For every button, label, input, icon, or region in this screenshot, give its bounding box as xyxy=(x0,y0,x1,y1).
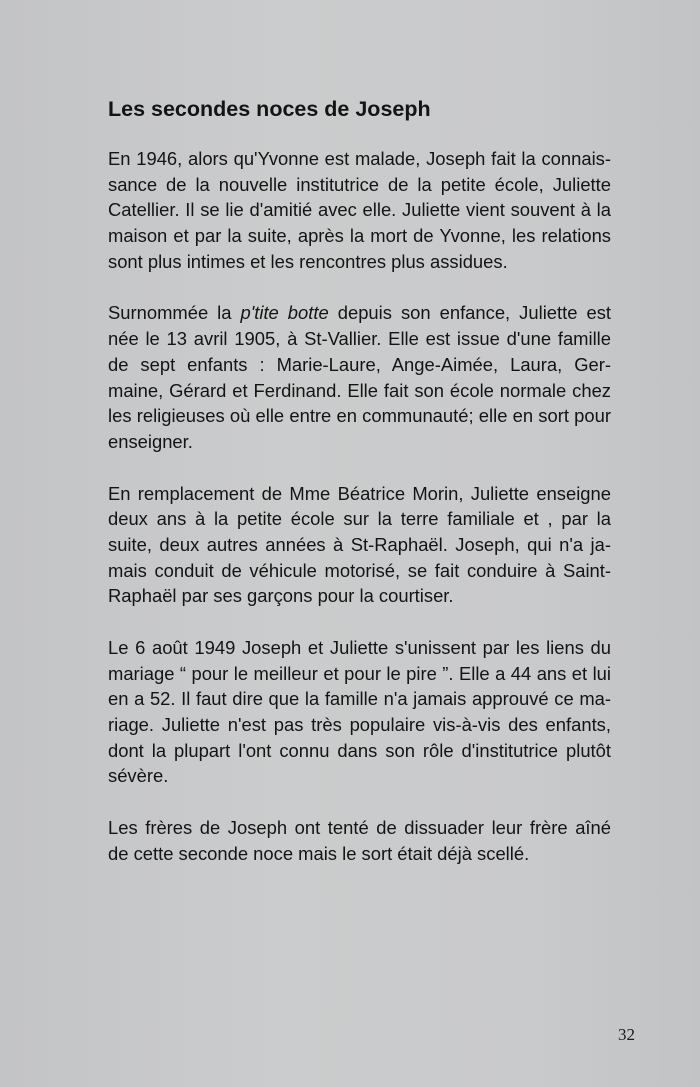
text-line: sance de la nouvelle institutrice de la petite école, Juliette xyxy=(108,173,611,195)
paragraph-5 xyxy=(108,815,611,866)
text-line: dont la plupart l'ont connu dans son rôle d'institutrice plutôt xyxy=(108,739,611,761)
text-line: de sept enfants : Marie-Laure, Ange-Aimée, Laura, Ger- xyxy=(108,353,611,375)
text-line: Les frères de Joseph ont tenté de dissuader leur frère aîné xyxy=(108,817,611,839)
text-run: Surnommée la xyxy=(108,302,241,324)
page-content xyxy=(108,94,611,893)
text-line: Raphaël par ses garçons pour la courtiser. xyxy=(108,585,454,607)
text-line: maison et par la suite, après la mort de Yvonne, les relations xyxy=(108,225,611,247)
text-line: née le 13 avril 1905, à St-Vallier. Elle est issue d'une famille xyxy=(108,328,611,350)
text-line: Le 6 août 1949 Joseph et Juliette s'unissent par les liens du xyxy=(108,637,611,658)
text-line: suite, deux autres années à St-Raphaël. Joseph, qui n'a ja- xyxy=(108,533,611,555)
text-line: en a 52. Il faut dire que la famille n'a jamais approuvé ce ma- xyxy=(108,688,611,710)
text-line: riage. Juliette n'est pas très populaire vis-à-vis des enfants, xyxy=(108,714,611,736)
text-run: depuis son enfance, Juliette est xyxy=(328,302,611,324)
text-line: les religieuses où elle entre en communauté; elle en sort pour xyxy=(108,405,611,427)
text-line: En 1946, alors qu'Yvonne est malade, Joseph fait la connais- xyxy=(108,148,611,169)
text-line: Catellier. Il se lie d'amitié avec elle. Juliette vient souvent à la xyxy=(108,199,611,221)
text-line: enseigner. xyxy=(108,430,193,452)
nickname-italic: p'tite botte xyxy=(240,302,329,324)
text-line: mais conduit de véhicule motorisé, se fait conduire à Saint- xyxy=(108,559,611,581)
text-line: maine, Gérard et Ferdinand. Elle fait son école normale chez xyxy=(108,379,611,401)
text-line xyxy=(108,300,611,326)
paragraph-1 xyxy=(108,146,611,274)
text-line: deux ans à la petite école sur la terre familiale et , par la xyxy=(108,508,611,530)
page-number: 32 xyxy=(618,1025,635,1044)
text-line: sont plus intimes et les rencontres plus assidues. xyxy=(108,250,508,272)
paragraph-3 xyxy=(108,481,611,609)
paragraph-4 xyxy=(108,635,611,789)
text-line: sévère. xyxy=(108,765,169,787)
text-line: En remplacement de Mme Béatrice Morin, Juliette enseigne xyxy=(108,482,611,504)
paragraph-2 xyxy=(108,300,611,454)
section-title: Les secondes noces de Joseph xyxy=(108,97,431,121)
text-line: de cette seconde noce mais le sort était déjà scellé. xyxy=(108,842,530,864)
text-line: mariage “ pour le meilleur et pour le pire ”. Elle a 44 ans et lui xyxy=(108,662,611,684)
